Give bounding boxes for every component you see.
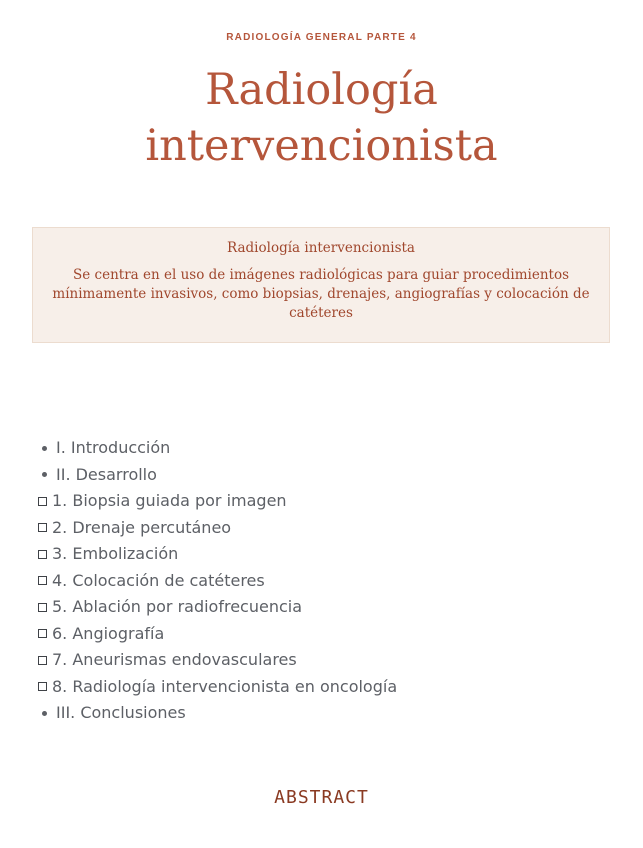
abstract-label[interactable]: ABSTRACT — [274, 787, 369, 808]
checkbox-square-icon — [38, 550, 47, 559]
toc-item[interactable] — [38, 594, 598, 621]
checkbox-square-icon — [38, 603, 47, 612]
toc-item[interactable] — [38, 621, 598, 648]
summary-text: Se centra en el uso de imágenes radiológicas para guiar procedimientos mínimamente invasivos, como biopsias, drenajes, angiografías y colocación de catéteres — [52, 267, 590, 321]
toc-item-label: 8. Radiología intervencionista en oncología — [52, 676, 398, 696]
summary-heading: Radiología intervencionista — [227, 240, 415, 256]
toc-item[interactable] — [38, 700, 598, 727]
toc-item-label: 5. Ablación por radiofrecuencia — [52, 597, 303, 617]
toc-item-label: 1. Biopsia guiada por imagen — [52, 491, 287, 511]
toc-item[interactable] — [38, 462, 598, 489]
toc-item-label: 3. Embolización — [52, 544, 179, 564]
page-title — [0, 62, 643, 174]
checkbox-square-icon — [38, 497, 47, 506]
page-title-line-2: intervencionista — [145, 121, 498, 171]
bullet-dot-icon — [42, 711, 47, 716]
toc-item-label: 7. Aneurismas endovasculares — [52, 650, 297, 670]
toc-item[interactable] — [38, 488, 598, 515]
toc-item-label: 4. Colocación de catéteres — [52, 570, 265, 590]
toc-item-label: I. Introducción — [56, 438, 171, 458]
toc-item-label: II. Desarrollo — [56, 464, 157, 484]
bullet-dot-icon — [42, 446, 47, 451]
checkbox-square-icon — [38, 629, 47, 638]
toc-item[interactable] — [38, 515, 598, 542]
toc-item-label: 6. Angiografía — [52, 623, 165, 643]
checkbox-square-icon — [38, 523, 47, 532]
toc-item-label: III. Conclusiones — [56, 703, 186, 723]
checkbox-square-icon — [38, 576, 47, 585]
page-title-line-1: Radiología — [205, 65, 438, 115]
toc-item[interactable] — [38, 647, 598, 674]
toc-item[interactable] — [38, 435, 598, 462]
bullet-dot-icon — [42, 472, 47, 477]
section-eyebrow: RADIOLOGÍA GENERAL PARTE 4 — [226, 32, 417, 43]
summary-box — [32, 227, 610, 343]
toc-item-label: 2. Drenaje percutáneo — [52, 517, 232, 537]
checkbox-square-icon — [38, 656, 47, 665]
toc-item[interactable] — [38, 674, 598, 701]
table-of-contents — [38, 435, 598, 727]
toc-item[interactable] — [38, 541, 598, 568]
toc-item[interactable] — [38, 568, 598, 595]
checkbox-square-icon — [38, 682, 47, 691]
